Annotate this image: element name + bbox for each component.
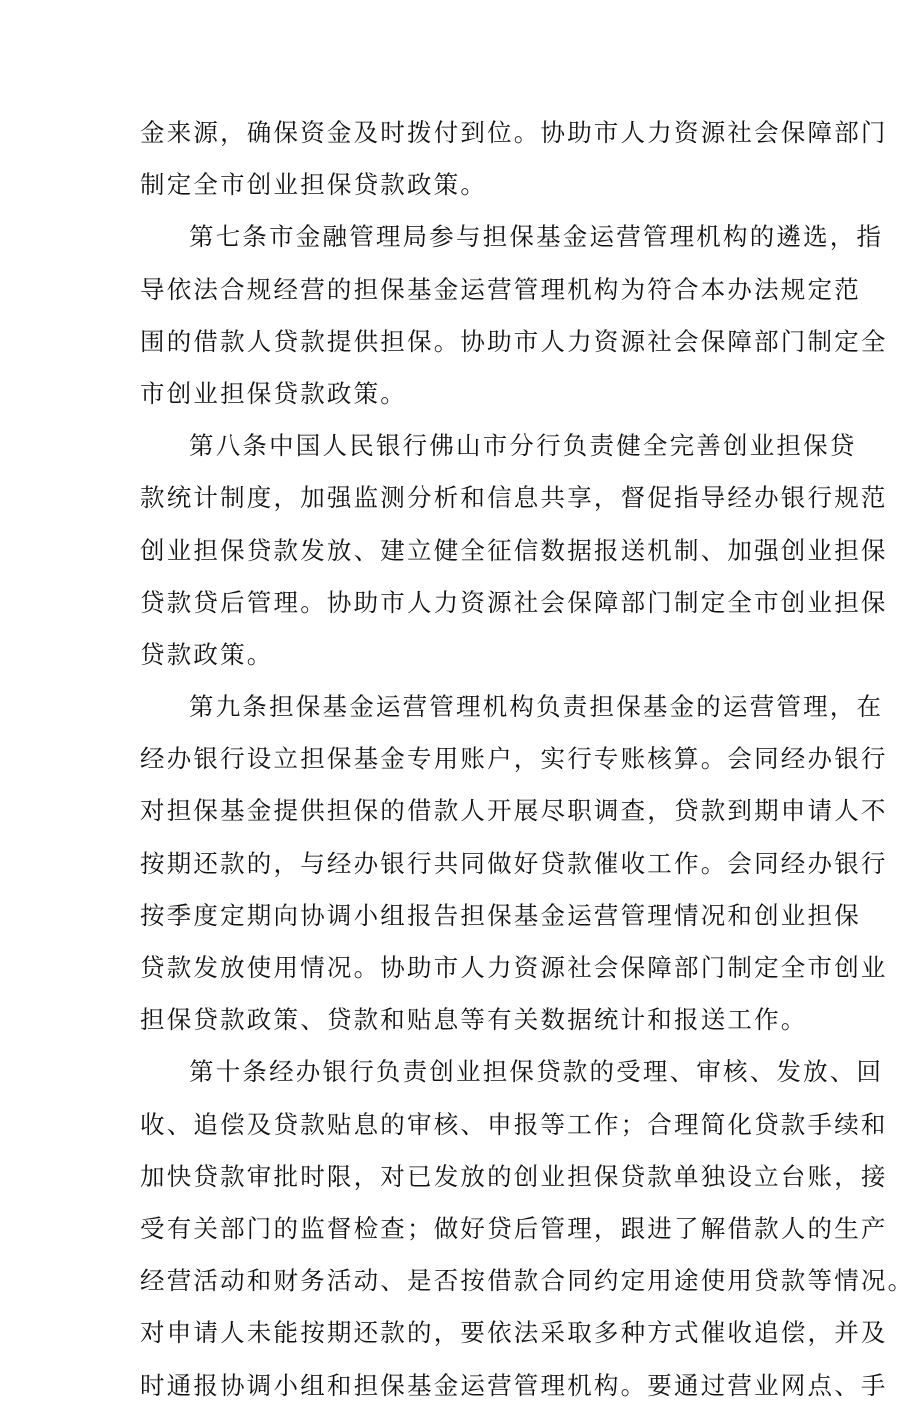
text-line: 金来源，确保资金及时拨付到位。协助市人力资源社会保障部门: [140, 118, 888, 147]
paragraph-first-line: 第九条担保基金运营管理机构负责担保基金的运营管理，在: [189, 692, 884, 722]
text-line: 经办银行设立担保基金专用账户，实行专账核算。会同经办银行: [140, 744, 888, 774]
paragraph-first-line: 第八条中国人民银行佛山市分行负责健全完善创业担保贷: [189, 431, 857, 461]
text-line: 担保贷款政策、贷款和贴息等有关数据统计和报送工作。: [140, 1005, 808, 1035]
text-line: 围的借款人贷款提供担保。协助市人力资源社会保障部门制定全: [140, 326, 888, 356]
paragraph-first-line: 第七条市金融管理局参与担保基金运营管理机构的遴选，指: [189, 222, 884, 252]
text-line: 按季度定期向协调小组报告担保基金运营管理情况和创业担保: [140, 900, 861, 930]
text-line: 对担保基金提供担保的借款人开展尽职调查，贷款到期申请人不: [140, 796, 888, 826]
text-line: 制定全市创业担保贷款政策。: [140, 170, 488, 200]
text-line: 款统计制度，加强监测分析和信息共享，督促指导经办银行规范: [140, 483, 888, 513]
text-line: 贷款发放使用情况。协助市人力资源社会保障部门制定全市创业: [140, 953, 888, 982]
text-line: 对申请人未能按期还款的，要依法采取多种方式催收追偿，并及: [140, 1318, 888, 1348]
text-line: 创业担保贷款发放、建立健全征信数据报送机制、加强创业担保: [140, 535, 888, 565]
text-line: 市创业担保贷款政策。: [140, 378, 407, 408]
text-line: 贷款贷后管理。协助市人力资源社会保障部门制定全市创业担保: [140, 587, 888, 617]
text-line: 贷款政策。: [140, 639, 274, 669]
text-line: 按期还款的，与经办银行共同做好贷款催收工作。会同经办银行: [140, 848, 888, 878]
text-line: 导依法合规经营的担保基金运营管理机构为符合本办法规定范: [140, 274, 861, 304]
text-line: 经营活动和财务活动、是否按借款合同约定用途使用贷款等情况。: [140, 1266, 915, 1296]
text-line: 加快贷款审批时限，对已发放的创业担保贷款单独设立台账，接: [140, 1161, 888, 1191]
text-line: 时通报协调小组和担保基金运营管理机构。要通过营业网点、手: [140, 1370, 888, 1400]
document-body: [140, 107, 915, 1412]
text-line: 受有关部门的监督检查；做好贷后管理，跟进了解借款人的生产: [140, 1213, 888, 1243]
text-line: 收、追偿及贷款贴息的审核、申报等工作；合理简化贷款手续和: [140, 1109, 888, 1139]
paragraph-first-line: 第十条经办银行负责创业担保贷款的受理、审核、发放、回: [189, 1057, 884, 1087]
